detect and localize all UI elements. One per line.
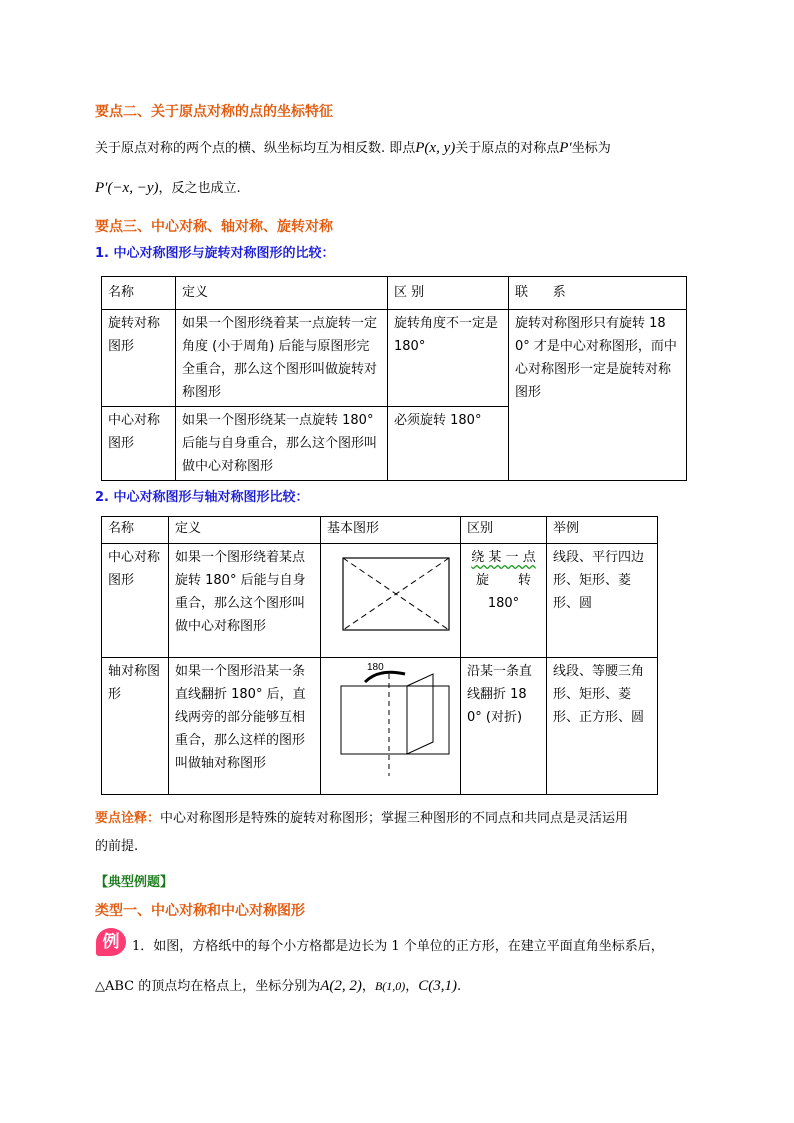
table2-row1-name: 中心对称图形 (102, 544, 169, 658)
table2-row2-def: 如果一个图形沿某一条直线翻折 180° 后，直线两旁的部分能够互相重合，那么这样的图形叫做轴对称图形 (169, 658, 321, 795)
coord-b: B(1,0) (374, 979, 406, 993)
table1-header-row (102, 277, 687, 310)
table1-row2-diff: 必须旋转 180° (388, 407, 509, 481)
point-p-prime-coords: P′(−x, −y) (95, 180, 159, 196)
table2-row1-figure-cell (321, 544, 461, 658)
section2-line1-before: 关于原点对称的两个点的横、纵坐标均互为相反数. 即点 (95, 141, 416, 156)
table2-row2-name: 轴对称图形 (102, 658, 169, 795)
table2-row1-example: 线段、平行四边形、矩形、菱形、圆 (547, 544, 658, 658)
table1-row1-diff: 旋转角度不一定是 180° (388, 310, 509, 407)
table-row (102, 658, 658, 795)
note-label: 要点诠释： (95, 811, 161, 826)
section2-line2 (95, 177, 241, 197)
table2-header-example: 举例 (547, 517, 658, 544)
section2-line1 (95, 137, 611, 157)
point-p-prime: P′ (559, 140, 572, 156)
table1-row2-def: 如果一个图形绕某一点旋转 180° 后能与自身重合，那么这个图形叫做中心对称图形 (176, 407, 388, 481)
table2-row2-figure-cell (321, 658, 461, 795)
table2-header-diff: 区别 (461, 517, 547, 544)
table1-link: 旋转对称图形只有旋转 180° 才是中心对称图形，而中心对称图形一定是旋转对称图形 (509, 310, 687, 481)
table2-row1-def: 如果一个图形绕着某点旋转 180° 后能与自身重合，那么这个图形叫做中心对称图形 (169, 544, 321, 658)
table1-row1-name: 旋转对称图形 (102, 310, 176, 407)
question1-end: . (457, 979, 462, 994)
question1-line2-before: △ABC 的顶点均在格点上，坐标分别为 (95, 979, 321, 994)
table1-header-def: 定义 (176, 277, 388, 310)
table2-header-figure: 基本图形 (321, 517, 461, 544)
note-line1 (95, 807, 628, 826)
table2-row2-diff: 沿某一条直线翻折 180° (对折) (461, 658, 547, 795)
question1-line1: 1．如图，方格纸中的每个小方格都是边长为 1 个单位的正方形，在建立平面直角坐标系后， (132, 939, 664, 954)
fold-figure-left-rect (341, 686, 407, 754)
table1-header-diff: 区 别 (388, 277, 509, 310)
table2-row2-example: 线段、等腰三角形、矩形、菱形、正方形、圆 (547, 658, 658, 795)
figure-diagonal-2 (343, 558, 449, 630)
section2-line1-end: 坐标为 (571, 141, 611, 156)
table2-row1-diff (461, 544, 547, 658)
table2-row1-diff-b: 旋 转 (476, 573, 531, 588)
note-text2: 的前提. (95, 839, 139, 854)
example-badge: 例 (96, 928, 126, 956)
fold-figure (321, 658, 460, 786)
section2-line2-text: ，反之也成立. (158, 181, 241, 196)
question1-line2 (95, 975, 461, 995)
section2-line1-after: 关于原点的对称点 (455, 141, 560, 156)
sep-2: ， (405, 979, 419, 994)
table2-header-name: 名称 (102, 517, 169, 544)
fold-figure-label: 180 (367, 662, 384, 673)
table2-header-row (102, 517, 658, 544)
table1-header-name: 名称 (102, 277, 176, 310)
table-row (102, 544, 658, 658)
table-row (102, 310, 687, 407)
table1-row2-name: 中心对称图形 (102, 407, 176, 481)
table2-row1-diff-c: 180° (487, 596, 520, 611)
comparison-table-2 (101, 516, 658, 795)
coord-a: A(2, 2) (320, 978, 362, 994)
coord-c: C(3,1) (418, 978, 458, 994)
type1-heading: 类型一、中心对称和中心对称图形 (95, 903, 305, 919)
fold-arc (365, 672, 405, 682)
point-p: P(x, y) (415, 140, 456, 156)
section3-sub2: 2. 中心对称图形与轴对称图形比较： (95, 490, 309, 505)
table2-row1-diff-a: 绕 某 一 点 (471, 550, 536, 565)
examples-heading: 【典型例题】 (95, 875, 174, 890)
note-text1: 中心对称图形是特殊的旋转对称图形；掌握三种图形的不同点和共同点是灵活运用 (160, 811, 629, 826)
section3-sub1: 1. 中心对称图形与旋转对称图形的比较： (95, 246, 335, 261)
section2-heading: 要点二、关于原点对称的点的坐标特征 (95, 104, 333, 120)
table1-header-link: 联 系 (509, 277, 687, 310)
rectangle-diagonals-figure (321, 544, 460, 649)
section3-heading: 要点三、中心对称、轴对称、旋转对称 (95, 219, 333, 235)
table1-row1-def: 如果一个图形绕着某一点旋转一定角度 (小于周角) 后能与原图形完全重合，那么这个图形叫做旋转对称图形 (176, 310, 388, 407)
table2-header-def: 定义 (169, 517, 321, 544)
sep-1: ， (361, 979, 375, 994)
comparison-table-1 (101, 276, 687, 481)
